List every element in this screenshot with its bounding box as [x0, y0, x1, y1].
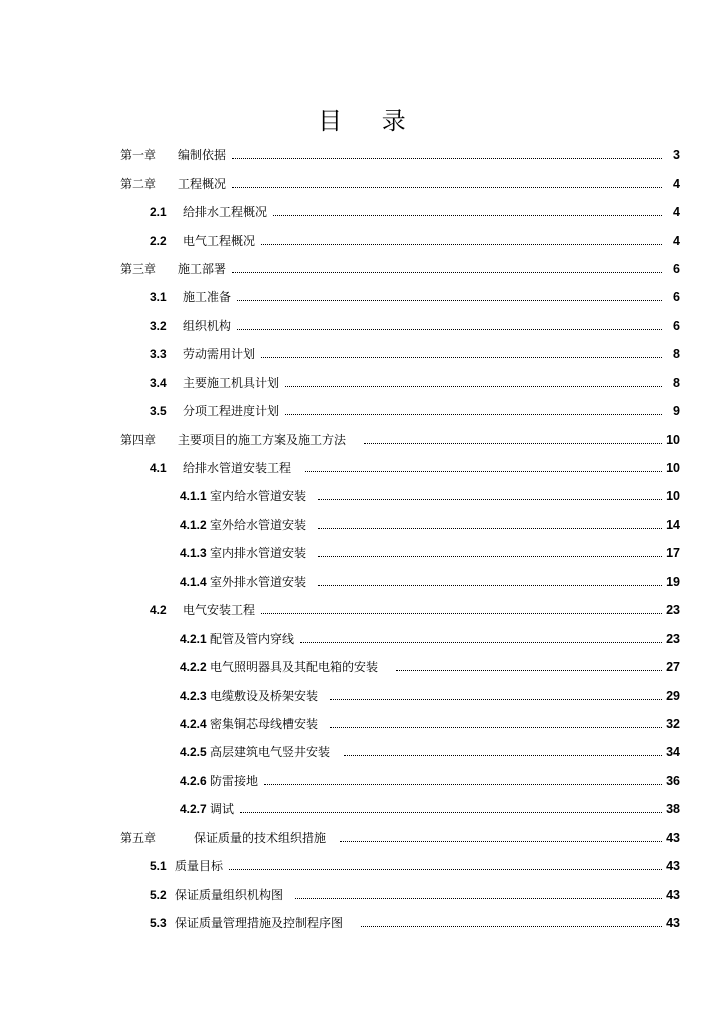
- toc-entry-number: 3.1: [150, 290, 167, 305]
- dot-leader: [318, 527, 662, 529]
- toc-entry-title: 保证质量组织机构图: [175, 887, 284, 902]
- toc-entry[interactable]: [0, 681, 724, 709]
- toc-entry-title: 配管及管内穿线: [210, 631, 295, 646]
- toc-entry[interactable]: [0, 596, 724, 624]
- toc-entry-page: 8: [673, 375, 680, 390]
- dot-leader: [229, 868, 662, 870]
- toc-entry-page: 4: [673, 205, 680, 220]
- toc-entry-number: 4.2.3: [180, 688, 207, 703]
- dot-leader: [340, 840, 662, 842]
- dot-leader: [344, 754, 662, 756]
- toc-entry-title: 室内给水管道安装: [210, 489, 307, 504]
- dot-leader: [273, 214, 662, 216]
- toc-entry[interactable]: [0, 624, 724, 652]
- toc-entry-number: 4.2.4: [180, 716, 207, 731]
- dot-leader: [261, 356, 662, 358]
- toc-entry-number: 5.1: [150, 859, 167, 874]
- toc-entry-number: 5.3: [150, 916, 167, 931]
- toc-entry-page: 6: [673, 290, 680, 305]
- toc-entry-page: 17: [666, 546, 680, 561]
- toc-entry-page: 23: [666, 603, 680, 618]
- toc-entry-number: 4.2.7: [180, 802, 207, 817]
- toc-entry-title: 高层建筑电气竖井安装: [210, 745, 331, 760]
- dot-leader: [232, 157, 662, 159]
- toc-entry-number: 第四章: [120, 432, 157, 447]
- toc-entry-number: 第三章: [120, 261, 157, 276]
- toc-entry-page: 43: [666, 859, 680, 874]
- toc-entry[interactable]: [0, 767, 724, 795]
- toc-entry[interactable]: [0, 425, 724, 453]
- dot-leader: [330, 698, 662, 700]
- toc-entry-title: 电缆敷设及桥架安装: [210, 688, 319, 703]
- dot-leader: [364, 442, 662, 444]
- toc-entry[interactable]: [0, 710, 724, 738]
- toc-entry-title: 主要施工机具计划: [183, 375, 280, 390]
- toc-entry-number: 3.5: [150, 404, 167, 419]
- toc-entry[interactable]: [0, 340, 724, 368]
- toc-entry-title: 主要项目的施工方案及施工方法: [178, 432, 347, 447]
- toc-entry-page: 4: [673, 233, 680, 248]
- dot-leader: [240, 811, 662, 813]
- dot-leader: [318, 584, 662, 586]
- toc-entry[interactable]: [0, 482, 724, 510]
- toc-entry[interactable]: [0, 141, 724, 169]
- toc-entry-number: 4.2.1: [180, 631, 207, 646]
- toc-entry-title: 给排水工程概况: [183, 205, 268, 220]
- dot-leader: [396, 669, 662, 671]
- toc-entry[interactable]: [0, 824, 724, 852]
- dot-leader: [330, 726, 662, 728]
- toc-entry-title: 编制依据: [178, 148, 227, 163]
- toc-entry[interactable]: [0, 369, 724, 397]
- toc-title: 目 录: [318, 107, 422, 135]
- toc-entry-page: 43: [666, 916, 680, 931]
- toc-entry-page: 6: [673, 261, 680, 276]
- toc-entry-number: 4.1.3: [180, 546, 207, 561]
- toc-entry-title: 保证质量的技术组织措施: [194, 830, 327, 845]
- toc-entry-page: 38: [666, 802, 680, 817]
- toc-entry[interactable]: [0, 653, 724, 681]
- toc-entry[interactable]: [0, 909, 724, 937]
- toc-entry[interactable]: [0, 568, 724, 596]
- dot-leader: [318, 498, 662, 500]
- toc-entry-number: 4.2.5: [180, 745, 207, 760]
- toc-entry-page: 3: [673, 148, 680, 163]
- toc-entry-title: 分项工程进度计划: [183, 404, 280, 419]
- toc-entry-title: 质量目标: [175, 859, 224, 874]
- dot-leader: [305, 470, 662, 472]
- toc-entry[interactable]: [0, 255, 724, 283]
- toc-entry-number: 第一章: [120, 148, 157, 163]
- toc-entry-page: 43: [666, 887, 680, 902]
- toc-entry-number: 2.2: [150, 233, 167, 248]
- toc-entry-title: 密集铜芯母线槽安装: [210, 716, 319, 731]
- toc-entry-number: 5.2: [150, 887, 167, 902]
- toc-entry-title: 劳动需用计划: [183, 347, 256, 362]
- toc-entry[interactable]: [0, 312, 724, 340]
- toc-entry[interactable]: [0, 795, 724, 823]
- toc-entry-title: 调试: [210, 802, 235, 817]
- toc-entry-number: 3.2: [150, 318, 167, 333]
- dot-leader: [232, 186, 662, 188]
- toc-entry[interactable]: [0, 169, 724, 197]
- toc-entry-title: 电气照明器具及其配电箱的安装: [210, 660, 379, 675]
- toc-entry[interactable]: [0, 226, 724, 254]
- toc-entry-page: 9: [673, 404, 680, 419]
- toc-entry-page: 43: [666, 830, 680, 845]
- toc-entry-number: 4.2.6: [180, 773, 207, 788]
- toc-entry-page: 14: [666, 517, 680, 532]
- toc-entry-title: 室外排水管道安装: [210, 574, 307, 589]
- toc-entry-title: 施工部署: [178, 261, 227, 276]
- toc-entry[interactable]: [0, 880, 724, 908]
- dot-leader: [361, 925, 662, 927]
- dot-leader: [237, 299, 662, 301]
- toc-entry[interactable]: [0, 852, 724, 880]
- dot-leader: [237, 328, 662, 330]
- toc-entry-title: 室内排水管道安装: [210, 546, 307, 561]
- toc-entry-page: 10: [666, 489, 680, 504]
- toc-entry-page: 34: [666, 745, 680, 760]
- dot-leader: [285, 385, 662, 387]
- toc-entry-title: 工程概况: [178, 176, 227, 191]
- toc-entry-page: 29: [666, 688, 680, 703]
- dot-leader: [295, 897, 662, 899]
- dot-leader: [285, 413, 662, 415]
- toc-entry-title: 保证质量管理措施及控制程序图: [175, 916, 344, 931]
- toc-entry-number: 4.1.1: [180, 489, 207, 504]
- toc-entry[interactable]: [0, 397, 724, 425]
- toc-entry-page: 23: [666, 631, 680, 646]
- toc-entry-page: 10: [666, 432, 680, 447]
- toc-entry-page: 8: [673, 347, 680, 362]
- toc-entry-page: 19: [666, 574, 680, 589]
- toc-list: [0, 141, 724, 937]
- toc-entry-number: 4.2: [150, 603, 167, 618]
- toc-entry-number: 第二章: [120, 176, 157, 191]
- toc-entry-title: 电气工程概况: [183, 233, 256, 248]
- toc-entry-title: 组织机构: [183, 318, 232, 333]
- toc-entry[interactable]: [0, 738, 724, 766]
- toc-entry-page: 27: [666, 660, 680, 675]
- toc-entry-number: 3.4: [150, 375, 167, 390]
- toc-entry-page: 36: [666, 773, 680, 788]
- toc-entry[interactable]: [0, 283, 724, 311]
- toc-entry-number: 4.1.2: [180, 517, 207, 532]
- toc-entry-title: 电气安装工程: [183, 603, 256, 618]
- toc-entry-title: 室外给水管道安装: [210, 517, 307, 532]
- toc-entry-number: 2.1: [150, 205, 167, 220]
- toc-entry[interactable]: [0, 454, 724, 482]
- dot-leader: [300, 641, 662, 643]
- toc-entry-number: 3.3: [150, 347, 167, 362]
- toc-entry-title: 给排水管道安装工程: [183, 461, 292, 476]
- toc-entry-page: 6: [673, 318, 680, 333]
- toc-entry[interactable]: [0, 511, 724, 539]
- dot-leader: [261, 243, 662, 245]
- toc-entry[interactable]: [0, 198, 724, 226]
- dot-leader: [264, 783, 662, 785]
- toc-entry-page: 10: [666, 461, 680, 476]
- dot-leader: [318, 555, 662, 557]
- toc-entry-number: 第五章: [120, 830, 157, 845]
- dot-leader: [261, 612, 662, 614]
- toc-entry-title: 施工准备: [183, 290, 232, 305]
- toc-entry[interactable]: [0, 539, 724, 567]
- toc-entry-number: 4.1: [150, 461, 167, 476]
- toc-entry-number: 4.1.4: [180, 574, 207, 589]
- toc-entry-number: 4.2.2: [180, 660, 207, 675]
- toc-entry-page: 32: [666, 716, 680, 731]
- toc-entry-page: 4: [673, 176, 680, 191]
- toc-entry-title: 防雷接地: [210, 773, 259, 788]
- dot-leader: [232, 271, 662, 273]
